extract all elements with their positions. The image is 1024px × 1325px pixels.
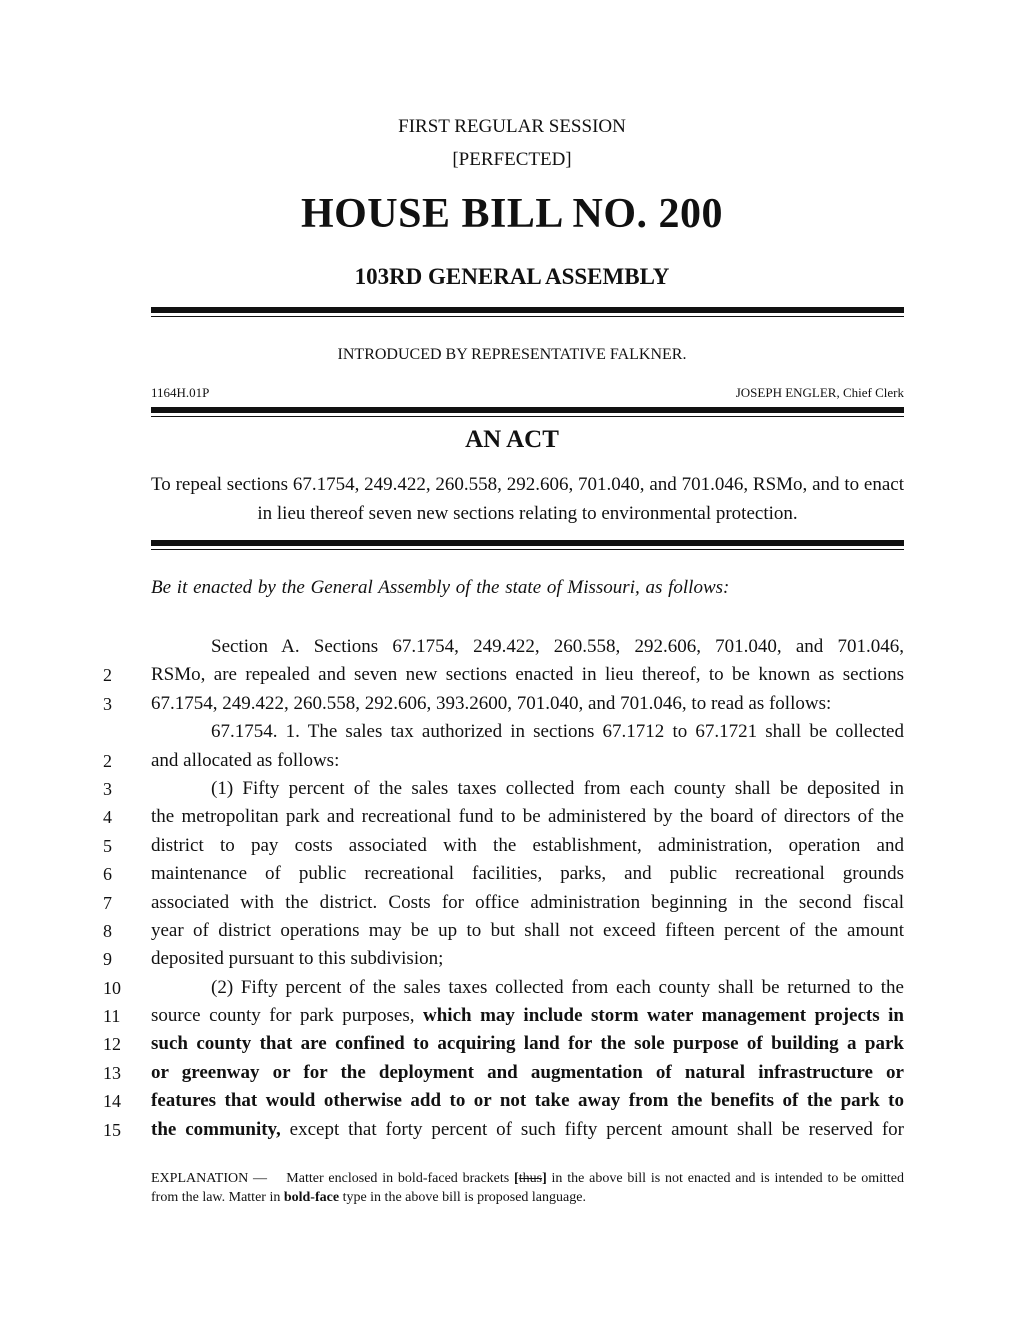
page-title: HOUSE BILL NO. 200 [300, 191, 724, 237]
enacting-clause: Be it enacted by the General Assembly of the state of Missouri, as follows: [151, 577, 730, 598]
act-title-text: To repeal sections 67.1754, 249.422, 260.558, 292.606, 701.040, and 701.046, RSMo, and to enact in lieu thereof seven new sections relating to environmental protection. [151, 474, 904, 524]
line-number: 14 [103, 1091, 121, 1112]
line-section-a-3 [103, 690, 904, 718]
line-text-bold: which may include storm water management projects in [423, 1005, 904, 1027]
line-text: 67.1754. 1. The sales tax authorized in sections 67.1712 to 67.1721 shall be collected [211, 721, 904, 743]
line-67-1754-6 [103, 860, 904, 888]
explanation-label: EXPLANATION — [151, 1171, 268, 1186]
session-label: FIRST REGULAR SESSION [398, 116, 626, 137]
line-text: source county for park purposes, [151, 1005, 424, 1027]
line-67-1754-5 [103, 832, 904, 860]
line-67-1754-14 [103, 1087, 904, 1115]
line-67-1754-1 [151, 718, 904, 746]
line-67-1754-11 [103, 1002, 904, 1030]
line-text: Section A. Sections 67.1754, 249.422, 260.558, 292.606, 701.040, and 701.046, [211, 636, 904, 657]
line-67-1754-4 [103, 803, 904, 831]
line-number: 6 [103, 864, 112, 885]
assembly-label: 103RD GENERAL ASSEMBLY [354, 264, 670, 289]
line-67-1754-2 [103, 747, 904, 775]
line-67-1754-10 [103, 974, 904, 1002]
line-section-a-1 [151, 633, 904, 661]
line-67-1754-9 [103, 945, 904, 973]
line-67-1754-7 [103, 889, 904, 917]
line-number: 5 [103, 835, 112, 856]
header-rule-thin [151, 316, 904, 317]
line-number: 4 [103, 807, 112, 828]
line-number: 13 [103, 1062, 121, 1083]
line-text: (1) Fifty percent of the sales taxes collected from each county shall be deposited in [211, 777, 904, 799]
line-text: associated with the district. Costs for office administration beginning in the second fiscal [151, 891, 904, 913]
body-rule-thin [151, 549, 904, 550]
line-number: 9 [103, 949, 112, 970]
line-number: 7 [103, 892, 112, 913]
line-text: except that forty percent of such fifty percent amount shall be reserved for [280, 1118, 904, 1140]
explanation-footnote [151, 1169, 904, 1207]
line-number: 11 [103, 1006, 121, 1027]
introduced-by: INTRODUCED BY REPRESENTATIVE FALKNER. [337, 346, 687, 363]
bill-code: 1164H.01P [151, 385, 210, 400]
line-text: and allocated as follows: [151, 749, 340, 771]
line-number: 2 [103, 665, 112, 686]
line-67-1754-12 [103, 1030, 904, 1058]
bold-face-term: bold-face [283, 1190, 340, 1205]
line-number: 8 [103, 920, 112, 941]
chief-clerk: JOSEPH ENGLER, Chief Clerk [735, 385, 904, 400]
explanation-text-2: in the above bill is not enacted and is intended to be omitted from the law. Matter in [151, 1171, 905, 1205]
line-text: 67.1754, 249.422, 260.558, 292.606, 393.2600, 701.040, and 701.046, to read as follows: [151, 692, 832, 714]
line-text: maintenance of public recreational facilities, parks, and public recreational grounds [151, 863, 904, 885]
line-number: 3 [103, 693, 112, 714]
bracket-close: ] [542, 1171, 547, 1186]
struck-example: thus [518, 1171, 543, 1186]
bracket-open: [ [514, 1171, 519, 1186]
line-text: the metropolitan park and recreational fund to be administered by the board of directors of the [151, 806, 904, 828]
explanation-text-1: Matter enclosed in bold-faced brackets [286, 1171, 515, 1186]
line-text: year of district operations may be up to but shall not exceed fifteen percent of the amount [151, 919, 904, 941]
line-number: 12 [103, 1034, 121, 1055]
line-text: (2) Fifty percent of the sales taxes collected from each county shall be returned to the [211, 976, 904, 998]
line-section-a-2 [103, 661, 904, 689]
line-number: 3 [103, 778, 112, 799]
act-rule-thin [151, 416, 904, 417]
status-label: [PERFECTED] [452, 149, 572, 170]
line-67-1754-8 [103, 917, 904, 945]
act-heading: AN ACT [465, 426, 559, 453]
line-67-1754-13 [103, 1059, 904, 1087]
line-67-1754-3 [103, 775, 904, 803]
line-text-bold: or greenway or for the deployment and augmentation of natural infrastructure or [151, 1061, 904, 1083]
act-rule-thick [151, 407, 904, 413]
line-number: 10 [103, 977, 121, 998]
line-67-1754-15 [103, 1116, 904, 1144]
line-text: RSMo, are repealed and seven new sections enacted in lieu thereof, to be known as sections [151, 664, 904, 686]
line-number: 15 [103, 1119, 121, 1140]
line-text-bold: such county that are confined to acquiring land for the sole purpose of building a park [151, 1033, 904, 1055]
bill-body [103, 633, 904, 1144]
line-text: district to pay costs associated with the establishment, administration, operation and [151, 834, 904, 856]
line-text-bold: features that would otherwise add to or not take away from the benefits of the park to [151, 1090, 904, 1112]
line-number: 2 [103, 750, 112, 771]
line-text: deposited pursuant to this subdivision; [151, 948, 444, 970]
line-text-bold: the community, [151, 1118, 281, 1140]
header-rule-thick [151, 307, 904, 313]
explanation-text-3: type in the above bill is proposed language. [339, 1190, 586, 1205]
body-rule-thick [151, 540, 904, 546]
